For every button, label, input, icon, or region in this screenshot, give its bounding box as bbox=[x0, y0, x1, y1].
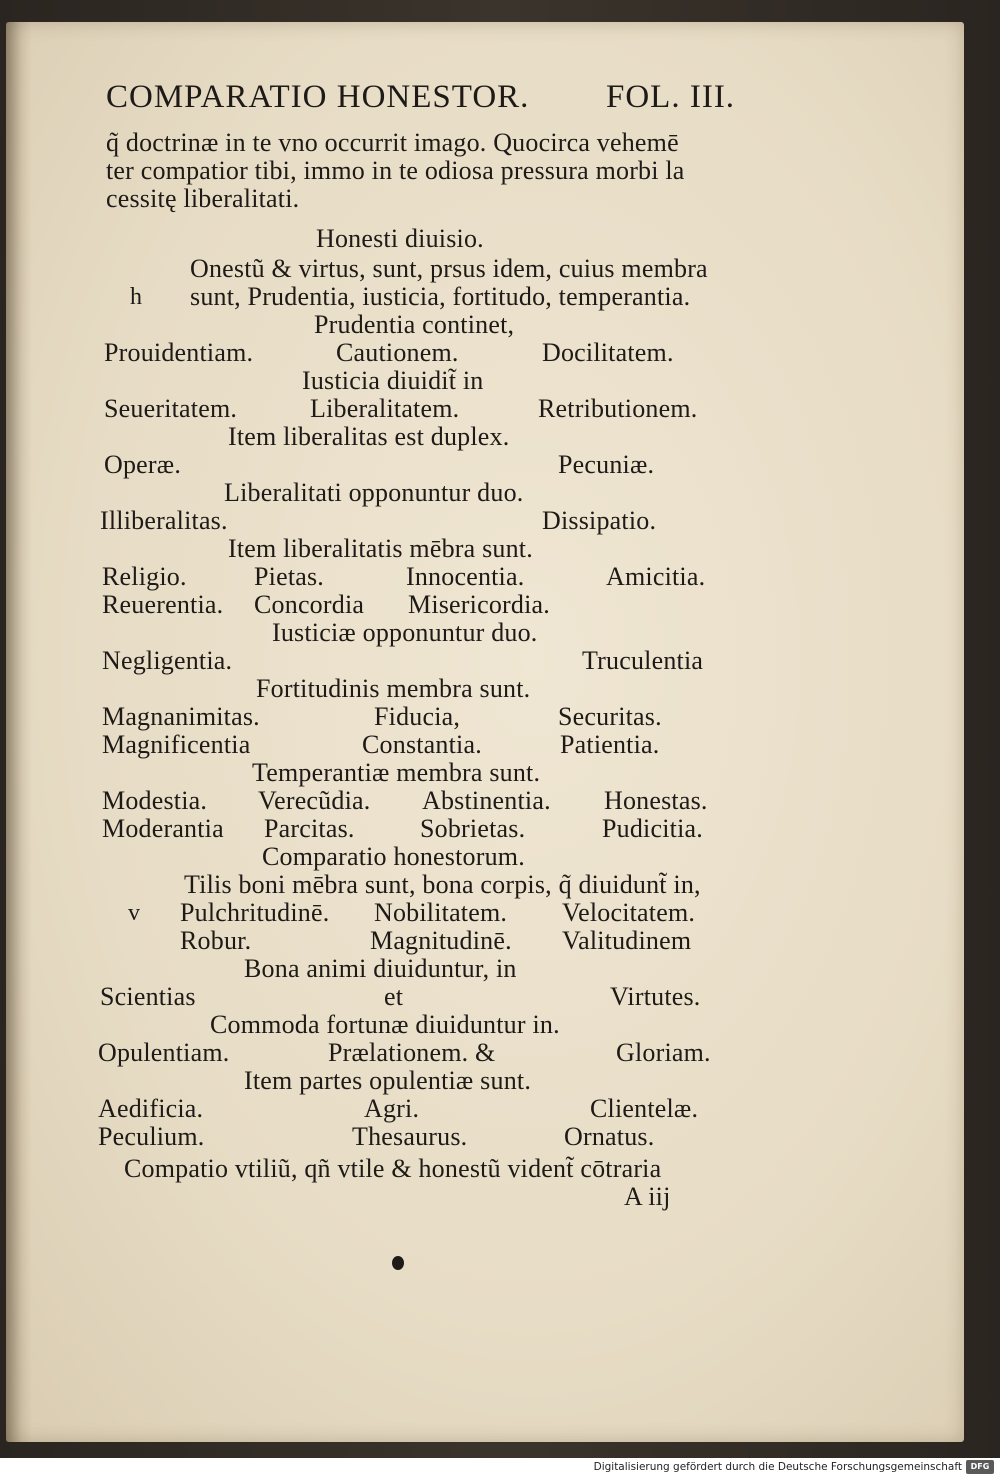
heading-fortitudinis: Fortitudinis membra sunt. bbox=[256, 674, 531, 703]
list-item: Verecũdia. bbox=[258, 786, 371, 815]
list-item: Prouidentiam. bbox=[104, 338, 254, 367]
list-item: Thesaurus. bbox=[352, 1122, 468, 1151]
list-item: Concordia bbox=[254, 590, 365, 619]
list-item: Patientia. bbox=[560, 730, 660, 759]
list-item: Religio. bbox=[102, 562, 187, 591]
list-item: Velocitatem. bbox=[562, 898, 696, 927]
honesti-line-1: Onestũ & virtus, sunt, prsus idem, cuius membra bbox=[190, 254, 708, 283]
list-item: Moderantia bbox=[102, 814, 224, 843]
list-item: Clientelæ. bbox=[590, 1094, 699, 1123]
margin-signature-h: h bbox=[130, 284, 143, 310]
list-item: Negligentia. bbox=[102, 646, 233, 675]
list-item: Honestas. bbox=[604, 786, 708, 815]
heading-honesti: Honesti diuisio. bbox=[316, 224, 484, 253]
list-item: Ornatus. bbox=[564, 1122, 655, 1151]
heading-animi: Bona animi diuiduntur, in bbox=[244, 954, 517, 983]
list-item: Agri. bbox=[364, 1094, 420, 1123]
heading-iusticiae-opponuntur: Iusticiæ opponuntur duo. bbox=[272, 618, 538, 647]
list-item: Magnanimitas. bbox=[102, 702, 260, 731]
honesti-line-2: sunt, Prudentia, iusticia, fortitudo, temperantia. bbox=[190, 282, 691, 311]
list-item: Operæ. bbox=[104, 450, 182, 479]
list-item: Pecuniæ. bbox=[558, 450, 655, 479]
closing-line: Compatio vtiliũ, qñ vtile & honestũ vident̃ cōtraria bbox=[124, 1154, 662, 1183]
list-item: Opulentiam. bbox=[98, 1038, 230, 1067]
heading-opponuntur: Liberalitati opponuntur duo. bbox=[224, 478, 524, 507]
heading-liberalitas: Item liberalitas est duplex. bbox=[228, 422, 510, 451]
heading-iusticia: Iusticia diuidit̃ in bbox=[302, 366, 484, 395]
intro-line-2: ter compatior tibi, immo in te odiosa pressura morbi la bbox=[106, 156, 685, 185]
list-item: Securitas. bbox=[558, 702, 662, 731]
list-item: Amicitia. bbox=[606, 562, 706, 591]
footer-credit: Digitalisierung gefördert durch die Deutsche Forschungsgemeinschaft bbox=[593, 1461, 962, 1473]
heading-prudentia: Prudentia continet, bbox=[314, 310, 515, 339]
heading-fortunae: Commoda fortunæ diuiduntur in. bbox=[210, 1010, 560, 1039]
book-page bbox=[6, 22, 964, 1442]
list-item: Robur. bbox=[180, 926, 252, 955]
list-item: Dissipatio. bbox=[542, 506, 657, 535]
list-item: Aedificia. bbox=[98, 1094, 204, 1123]
dfg-logo-icon: DFG bbox=[966, 1460, 994, 1474]
list-item: Sobrietas. bbox=[420, 814, 526, 843]
list-item: Pulchritudinē. bbox=[180, 898, 330, 927]
list-item: Prælationem. & bbox=[328, 1038, 496, 1067]
list-item: Nobilitatem. bbox=[374, 898, 508, 927]
list-item: Scientias bbox=[100, 982, 196, 1011]
heading-opulentiae: Item partes opulentiæ sunt. bbox=[244, 1066, 532, 1095]
list-item: Illiberalitas. bbox=[100, 506, 228, 535]
list-item: Virtutes. bbox=[610, 982, 701, 1011]
list-item: Valitudinem bbox=[562, 926, 692, 955]
list-item: Abstinentia. bbox=[422, 786, 551, 815]
list-item: Seueritatem. bbox=[104, 394, 238, 423]
list-item: Liberalitatem. bbox=[310, 394, 460, 423]
list-item: Magnitudinē. bbox=[370, 926, 512, 955]
list-item: Misericordia. bbox=[408, 590, 550, 619]
ink-dot bbox=[392, 1256, 404, 1270]
list-item: Cautionem. bbox=[336, 338, 459, 367]
page-gutter-shadow bbox=[6, 22, 32, 1442]
heading-membra: Item liberalitatis mēbra sunt. bbox=[228, 534, 533, 563]
heading-temperantiae: Temperantiæ membra sunt. bbox=[252, 758, 541, 787]
list-item: Modestia. bbox=[102, 786, 208, 815]
list-item: Truculentia bbox=[582, 646, 704, 675]
list-item: Parcitas. bbox=[264, 814, 355, 843]
list-item: Retributionem. bbox=[538, 394, 698, 423]
heading-comparatio: Comparatio honestorum. bbox=[262, 842, 525, 871]
list-item: et bbox=[384, 982, 404, 1011]
list-item: Pietas. bbox=[254, 562, 325, 591]
list-item: Peculium. bbox=[98, 1122, 205, 1151]
list-item: Pudicitia. bbox=[602, 814, 703, 843]
intro-line-3: cessitę liberalitati. bbox=[106, 184, 300, 213]
list-item: Innocentia. bbox=[406, 562, 525, 591]
running-title: COMPARATIO HONESTOR. bbox=[106, 79, 530, 115]
margin-signature-v: v bbox=[128, 900, 141, 926]
list-item: Gloriam. bbox=[616, 1038, 711, 1067]
list-item: Constantia. bbox=[362, 730, 482, 759]
signature-mark: A iij bbox=[624, 1182, 671, 1211]
list-item: Docilitatem. bbox=[542, 338, 674, 367]
list-item: Fiducia, bbox=[374, 702, 461, 731]
list-item: Reuerentia. bbox=[102, 590, 224, 619]
list-item: Magnificentia bbox=[102, 730, 251, 759]
folio-number: FOL. III. bbox=[606, 79, 736, 115]
intro-line-1: q̃ doctrinæ in te vno occurrit imago. Quocirca vehemē bbox=[106, 128, 679, 157]
comparatio-line: Tilis boni mēbra sunt, bona corpis, q̃ diuidunt̃ in, bbox=[184, 870, 701, 899]
